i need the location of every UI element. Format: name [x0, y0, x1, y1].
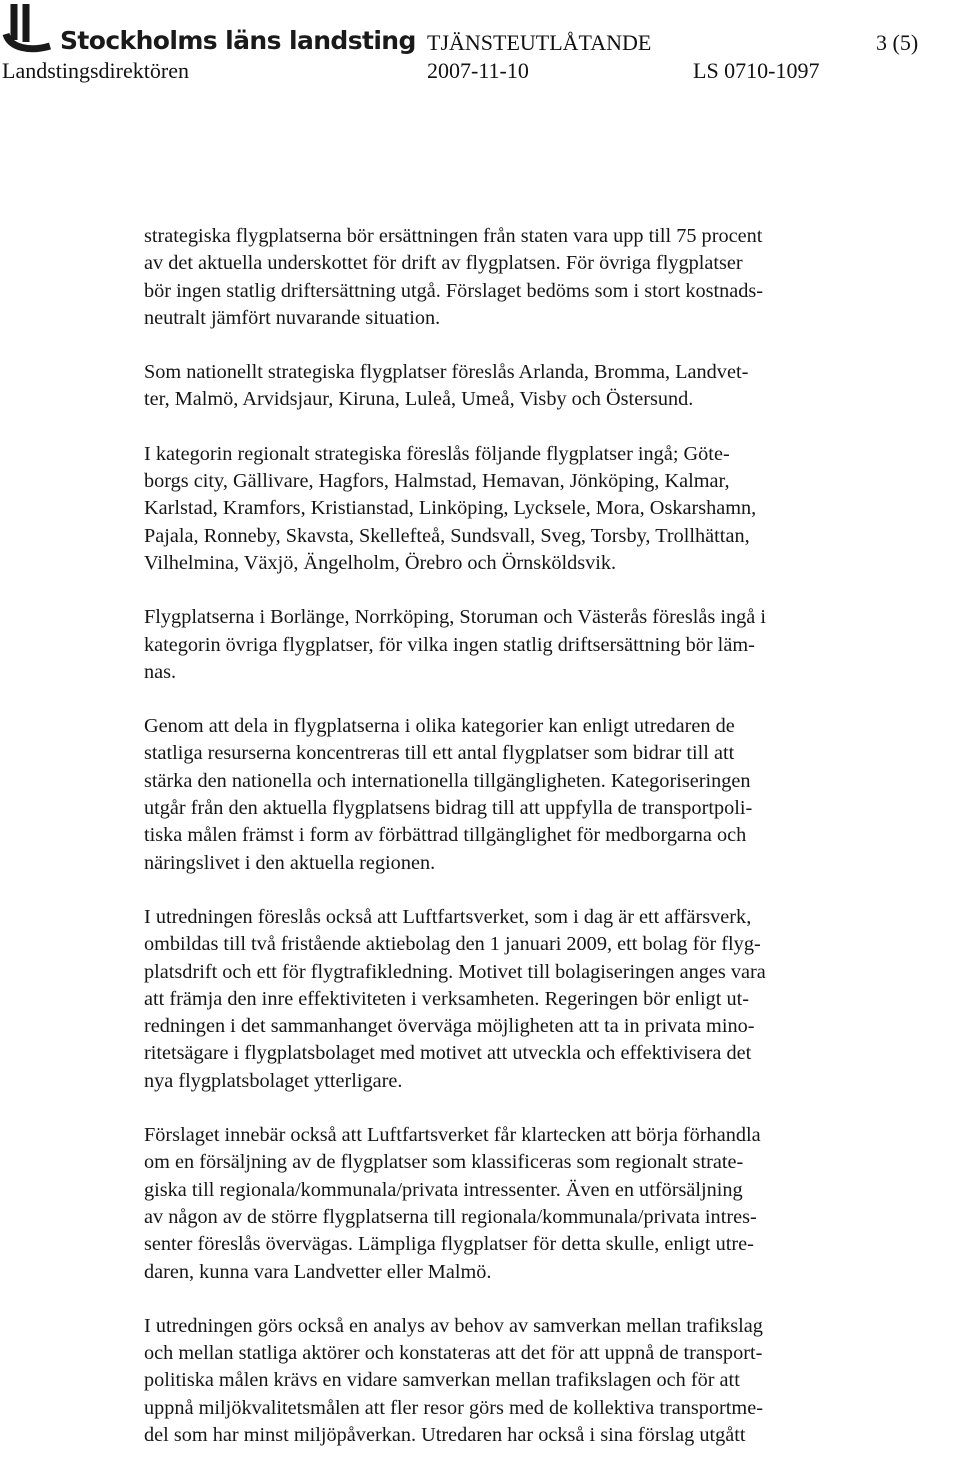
paragraph: strategiska flygplatserna bör ersättningen från staten vara upp till 75 procent av det aktuella underskottet för drift av flygplatsen. För övriga flygplatser bör ingen statlig driftersättning utgå. Förslaget bedöms som i stort kostnads- neutralt jämfört nuvarande situation. — [144, 225, 764, 329]
paragraph: I utredningen görs också en analys av behov av samverkan mellan trafikslag och mellan statliga aktörer och konstateras att det för att uppnå de transport- politiska målen krävs en vidare samverkan mellan trafikslagen och för att uppnå miljökvalitetsmålen att fler resor görs med de kollektiva transportme- del som har minst miljöpåverkan. Utredaren har också i sina förslag utgått — [144, 1314, 763, 1446]
paragraph: Flygplatserna i Borlänge, Norrköping, Storuman och Västerås föreslås ingå i kategorin övriga flygplatser, för vilka ingen statlig driftsersättning bör läm- nas. — [144, 606, 767, 683]
document-type: TJÄNSTEUTLÅTANDE — [427, 30, 652, 55]
organization-name: Stockholms läns landsting — [60, 26, 416, 55]
organization-logo — [2, 2, 416, 58]
paragraph: Genom att dela in flygplatserna i olika kategorier kan enligt utredaren de statliga resurserna koncentreras till ett antal flygplatser som bidrar till att stärka den nationella och internationella tillgängligheten. Kategoriseringen utgår från den aktuella flygplatsens bidrag till att uppfylla de transportpoli- tiska målen främst i form av förbättrad tillgänglighet för medborgarna och näringslivet i den aktuella regionen. — [144, 715, 753, 874]
document-body — [144, 223, 884, 1476]
paragraph: Som nationellt strategiska flygplatser föreslås Arlanda, Bromma, Landvet- ter, Malmö, Arvidsjaur, Kiruna, Luleå, Umeå, Visby och Östersund. — [144, 361, 749, 411]
document-date: 2007-11-10 — [427, 58, 529, 83]
paragraph: I kategorin regionalt strategiska föreslås följande flygplatser ingå; Göte- borgs city, Gällivare, Hagfors, Halmstad, Hemavan, Jönköping, Kalmar, Karlstad, Kramfors, Kristianstad, Linköping, Lycksele, Mora, Oskarshamn, Pajala, Ronneby, Skavsta, Skellefteå, Sundsvall, Sveg, Torsby, Trollhättan, Vilhelmina, Växjö, Ängelholm, Örebro och Örnsköldsvik. — [144, 442, 757, 574]
logo-mark-icon — [2, 2, 54, 54]
paragraph: Förslaget innebär också att Luftfartsverket får klartecken att börja förhandla om en försäljning av de flygplatser som klassificeras som regionalt strate- giska till regionala/kommunala/privata intressenter. Även en utförsäljning av någon av de större flygplatserna till regionala/kommunala/privata intres- senter föreslås övervägas. Lämpliga flygplatser för detta skulle, enligt utre- daren, kunna vara Landvetter eller Malmö. — [144, 1124, 761, 1283]
page-number: 3 (5) — [876, 30, 919, 55]
department: Landstingsdirektören — [2, 58, 189, 83]
reference-number: LS 0710-1097 — [693, 58, 820, 83]
paragraph: I utredningen föreslås också att Luftfartsverket, som i dag är ett affärsverk, ombildas till två fristående aktiebolag den 1 januari 2009, ett bolag för flyg- platsdrift och ett för flygtrafikledning. Motivet till bolagiseringen anges vara att främja den inre effektiviteten i verksamheten. Regeringen bör enligt ut- redningen i det sammanhanget överväga möjligheten att ta in privata mino- ritetsägare i flygplatsbolaget med motivet att utveckla och effektivisera det nya flygplatsbolaget ytterligare. — [144, 905, 766, 1092]
